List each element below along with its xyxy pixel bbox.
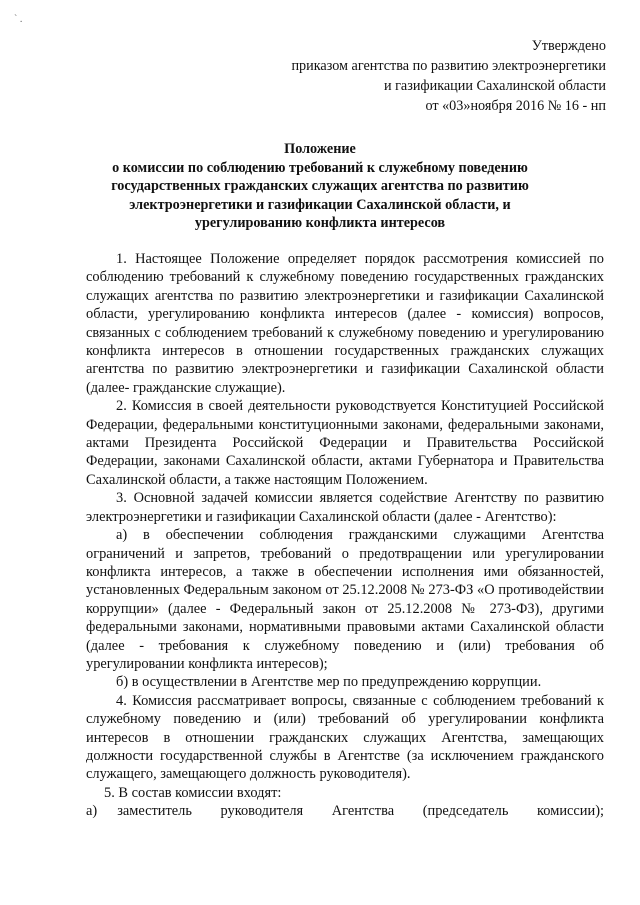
document-title <box>80 140 560 233</box>
title-line: электроэнергетики и газификации Сахалинской области, и <box>129 196 511 213</box>
approval-line: приказом агентства по развитию электроэнергетики <box>291 58 606 74</box>
title-line: урегулированию конфликта интересов <box>194 215 446 232</box>
paragraph-2: 2. Комиссия в своей деятельности руководствуется Конституцией Российской Федерации, федеральными конституционными законами, федеральными законами, актами Президента Российской Федерации и Правительства Российской Федерации, законами Сахалинской области, актами Губернатора и Правительства Сахалинской области, а также настоящим Положением. <box>86 398 604 488</box>
scan-mark: ` . <box>14 14 23 25</box>
paragraph-1: 1. Настоящее Положение определяет порядок рассмотрения комиссией по соблюдению требований к служебному поведению государственных гражданских служащих агентства по развитию электроэнергетики и газификации Сахалинской области, урегулированию конфликта интересов (далее - комиссия) вопросов, связанных с соблюдением требований к служебному поведению и урегулированию конфликта интересов в отношении государственных гражданских служащих агентства по развитию электроэнергетики и газификации Сахалинской области (далее- гражданские служащие). <box>86 251 604 396</box>
paragraph-3: 3. Основной задачей комиссии является содействие Агентству по развитию электроэнергетики и газификации Сахалинской области (далее - Агентство): <box>86 490 604 525</box>
item-text: заместитель руководителя Агентства (председатель комиссии); <box>117 803 604 820</box>
approval-line: и газификации Сахалинской области <box>383 78 606 94</box>
paragraph-5a <box>86 802 604 820</box>
document-body <box>86 250 604 821</box>
approval-stamp <box>266 36 606 116</box>
approval-line: от «03»ноября 2016 № 16 - нп <box>425 98 606 114</box>
item-prefix: а) <box>86 803 98 820</box>
paragraph-3b: б) в осуществлении в Агентстве мер по предупреждению коррупции. <box>116 674 542 691</box>
title-line: государственных гражданских служащих агентства по развитию <box>111 178 529 195</box>
paragraph-4: 4. Комиссия рассматривает вопросы, связанные с соблюдением требований к служебному поведению и (или) требований об урегулировании конфликта интересов в отношении гражданских служащих Агентства, замещающих должности государственной службы в Агентстве (за исключением гражданского служащего, замещающего должность руководителя). <box>86 692 604 783</box>
approval-line: Утверждено <box>531 38 606 54</box>
paragraph-3a: а) в обеспечении соблюдения гражданскими служащими Агентства ограничений и запретов, требований о предотвращении или урегулировании конфликта интересов, а также в обеспечении исполнения ими обязанностей, установленных Федеральным законом от 25.12.2008 № 273-ФЗ «О противодействии коррупции» (далее - Федеральный закон от 25.12.2008 № 273-ФЗ), другими федеральными законами, нормативными правовыми актами Сахалинской области (далее - требования к служебному поведению и (или) требования об урегулировании конфликта интересов); <box>86 527 604 672</box>
title-line: о комиссии по соблюдению требований к служебному поведению <box>112 159 528 176</box>
paragraph-5: 5. В состав комиссии входят: <box>104 784 282 801</box>
title-heading: Положение <box>284 141 356 157</box>
